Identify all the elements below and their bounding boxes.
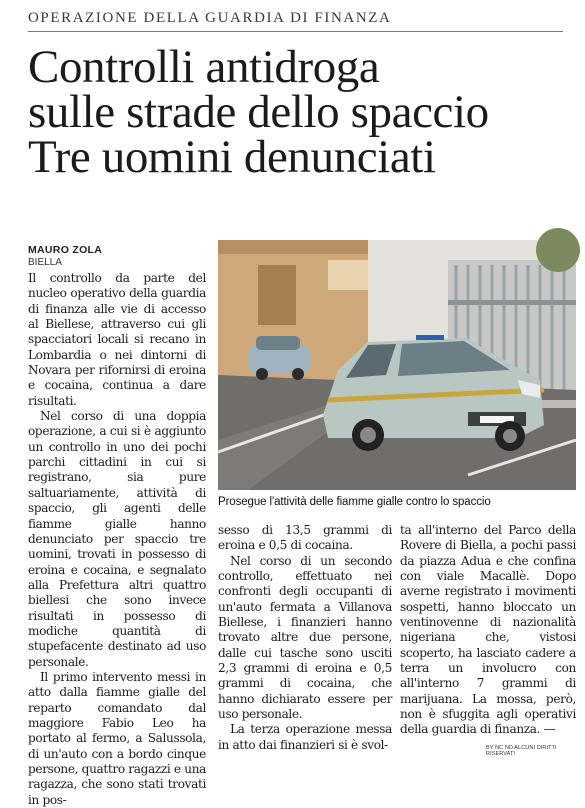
headline-line-1: Controlli antidroga: [28, 41, 380, 93]
paragraph: Nel corso di un secondo controllo, effettuato nei confronti degli occupanti di un'auto fermata a Villanova Biellese, i finanzieri hanno trovato altre due persone, dalle cui tasche sono usciti 2,3 grammi di eroina e 0,5 grammi di cocaina, che hanno dichiarato essere per uso personale.: [218, 553, 392, 722]
article-column-2: [218, 523, 392, 753]
byline-place: BIELLA: [28, 257, 62, 268]
paragraph: ta all'interno del Parco della Rovere di Biella, a pochi passi da piazza Adua e che confina con viale Macallè. Dopo averne registrato i movimenti sospetti, hanno bloccato un ventinovenne di nazionalità nigeriana che, vistosi scoperto, ha lasciato cadere a terra un involucro con all'interno 7 grammi di marijuana. La mossa, però, non è sfuggita agli operativi della guardia di finanza. —: [400, 523, 576, 737]
byline-author: MAURO ZOLA: [28, 244, 103, 256]
guardia-di-finanza-car-image: [218, 240, 576, 490]
kicker-rule: [28, 31, 563, 32]
news-photo: [218, 240, 576, 490]
photo-caption: Prosegue l'attività delle fiamme gialle contro lo spaccio: [218, 496, 491, 508]
copyright-credit: BY NC ND ALCUNI DIRITTI RISERVATI: [486, 745, 557, 757]
article-column-3: [400, 523, 576, 738]
paragraph: Nel corso di una doppia operazione, a cui si è aggiunto un controllo in uno dei pochi parchi cittadini in cui si registrano, sia pure saltuariamente, attività di spaccio, gli agenti delle fiamme gialle hanno denunciato per spaccio tre uomini, trovati in possesso di eroina e cocaina, e segnalato alla Prefettura altri quattro biellesi che sono invece risultati in possesso di modiche quantità di stupefacente destinato ad uso personale.: [28, 409, 206, 669]
paragraph: La terza operazione messa in atto dai finanzieri si è svol-: [218, 722, 392, 752]
headline-line-3: Tre uomini denunciati: [28, 131, 436, 183]
paragraph: Il controllo da parte del nucleo operativo della guardia di finanza alle vie di accesso al Biellese, attraverso cui gli spacciatori locali si recano in Lombardia o nei dintorni di Novara per rifornirsi di eroina e cocaina, continua a dare risultati.: [28, 271, 206, 408]
section-kicker: OPERAZIONE DELLA GUARDIA DI FINANZA: [28, 10, 392, 26]
byline: [28, 244, 102, 269]
paragraph: Il primo intervento messi in atto dalla fiamme gialle del reparto comandato dal maggiore Fabio Leo ha portato al fermo, a Salussola, di un'auto con a bordo cinque persone, quattro ragazzi e una ragazza, che sono stati trovati in pos-: [28, 669, 206, 807]
paragraph: sesso di 13,5 grammi di eroina e 0,5 di cocaina.: [218, 523, 392, 553]
headline: [28, 41, 568, 183]
article-column-1: [28, 271, 206, 808]
headline-line-2: sulle strade dello spaccio: [28, 86, 489, 138]
